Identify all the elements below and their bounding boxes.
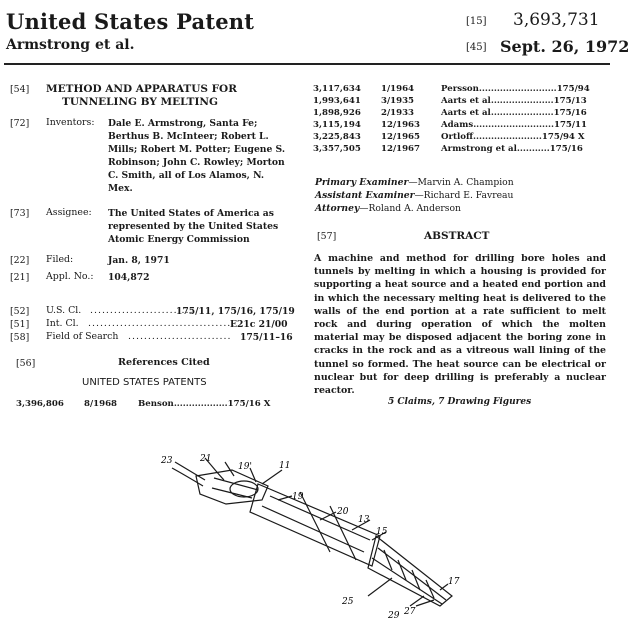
abstract-code: [57] [317, 231, 337, 242]
ref-date: 12/1963 [381, 120, 421, 130]
references-cited-heading: References Cited [118, 357, 210, 368]
ref-name: Ortloff [441, 132, 474, 142]
examiner-label: Assistant Examiner [315, 190, 415, 201]
inventors-label: Inventors: [46, 117, 95, 128]
patent-title-line2: TUNNELING BY MELTING [62, 96, 218, 108]
drawing-label: 19' [238, 462, 252, 472]
field-label: Field of Search [46, 331, 119, 342]
ref-class: 175/94 [556, 84, 590, 94]
cone-rib [426, 580, 434, 598]
inventor-line: Dale E. Armstrong, Santa Fe; [108, 118, 258, 129]
appl-value: 104,872 [108, 272, 150, 283]
ref-leader: ....................... [473, 132, 542, 142]
examiner-label: Attorney [315, 203, 360, 214]
ref-class: 175/13 [553, 96, 587, 106]
int-cl-value: E21c 21/00 [230, 319, 288, 330]
patent-date: Sept. 26, 1972 [500, 37, 629, 56]
housing-rib [214, 478, 258, 490]
ref-number: 3,396,806 [16, 399, 64, 409]
ref-class: 175/11 [553, 120, 588, 130]
patent-authors: Armstrong et al. [6, 37, 135, 53]
ref-leader: .................... [493, 96, 554, 106]
inventors-code: [72] [10, 118, 30, 129]
ref-class: 175/16 X [227, 399, 271, 409]
us-patents-heading: UNITED STATES PATENTS [82, 377, 207, 388]
drawing-label: 15 [376, 527, 388, 537]
ref-leader: .......................... [478, 84, 557, 94]
refs-code: [56] [16, 358, 36, 369]
ref-number: 3,115,194 [313, 120, 361, 130]
ref-leader: .................... [493, 108, 554, 118]
ref-number: 3,117,634 [313, 84, 361, 94]
ref-name: Aarts et al. [441, 108, 494, 118]
field-value: 175/11–16 [240, 332, 293, 343]
drawing-label: 23 [161, 456, 173, 466]
cable-line [175, 462, 205, 480]
drawing-label: 29 [388, 611, 400, 621]
ref-date: 1/1964 [381, 84, 415, 94]
cable-line [172, 468, 203, 486]
drawing-label: 25 [342, 597, 354, 607]
ref-date: 2/1933 [381, 108, 415, 118]
ref-name: Benson [138, 399, 174, 409]
inventor-line: Mills; Robert M. Potter; Eugene S. [108, 144, 286, 155]
ref-class: 175/16 [549, 144, 583, 154]
assignee-label: Assignee: [46, 207, 92, 218]
ref-leader: ........................... [473, 120, 554, 130]
filed-code: [22] [10, 255, 30, 266]
ref-number: 1,898,926 [313, 108, 361, 118]
drawing-label: 20 [337, 507, 349, 517]
ref-number: 3,357,505 [313, 144, 361, 154]
patent-date-code: [45] [466, 42, 487, 53]
ref-name: Armstrong et al. [441, 144, 520, 154]
examiner-label: Primary Examiner [315, 177, 409, 188]
appl-label: Appl. No.: [46, 271, 94, 282]
filed-label: Filed: [46, 254, 74, 265]
inventor-line: Robinson; John C. Rowley; Morton [108, 157, 285, 168]
ref-class: 175/16 [553, 108, 587, 118]
cone-line [372, 558, 442, 604]
ref-date: 12/1967 [381, 144, 421, 154]
us-cl-leader: .......................... [90, 305, 194, 316]
patent-header-title: United States Patent [6, 9, 255, 34]
inventor-line: Berthus B. McInteer; Robert L. [108, 131, 269, 142]
patent-number-code: [15] [466, 16, 487, 27]
ref-name: Aarts et al. [441, 96, 494, 106]
us-cl-code: [52] [10, 306, 30, 317]
us-cl-label: U.S. Cl. [46, 305, 82, 316]
ref-name: Adams [441, 120, 474, 130]
assignee-line: Atomic Energy Commission [108, 234, 250, 245]
drawing-label: 19 [292, 492, 304, 502]
cone-line [378, 548, 446, 600]
appl-code: [21] [10, 272, 30, 283]
field-code: [58] [10, 332, 30, 343]
examiner-name: —Marvin A. Champion [408, 177, 514, 188]
ref-number: 1,993,641 [313, 96, 361, 106]
drawing-label: 11 [279, 461, 291, 471]
drawing-label: 21 [200, 454, 212, 464]
ref-leader: .......... [519, 144, 550, 154]
drawing-label: 13 [358, 515, 370, 525]
us-cl-value: 175/11, 175/16, 175/19 [176, 306, 295, 317]
inventor-line: Mex. [108, 183, 133, 194]
section-line [300, 492, 330, 552]
field-leader: .......................... [128, 331, 232, 342]
ref-number: 3,225,843 [313, 132, 361, 142]
int-cl-leader: ..................................... [88, 318, 236, 329]
title-code: [54] [10, 84, 30, 95]
int-cl-label: Int. Cl. [46, 318, 79, 329]
ref-leader: .................. [173, 399, 228, 409]
filed-value: Jan. 8, 1971 [108, 255, 170, 266]
ref-class: 175/94 X [541, 132, 585, 142]
ref-name: Persson [441, 84, 479, 94]
ref-date: 12/1965 [381, 132, 421, 142]
examiner-name: —Roland A. Anderson [359, 203, 461, 214]
claims-count: 5 Claims, 7 Drawing Figures [388, 397, 532, 407]
patent-number: 3,693,731 [513, 10, 600, 30]
ref-date: 3/1935 [381, 96, 415, 106]
ref-date: 8/1968 [84, 399, 118, 409]
examiner-name: —Richard E. Favreau [414, 190, 514, 201]
assignee-code: [73] [10, 208, 30, 219]
drawing-label: 27 [404, 607, 416, 617]
int-cl-code: [51] [10, 319, 30, 330]
abstract-text: A machine and method for drilling bore holes and tunnels by melting in which a housing is provided for supporting a heat source and a heated end portion and in which the necessary melting heat is delivered to the walls of the end portion at a rate sufficient to melt rock and during operation of which the molten material may be disposed adjacent the boring zone in cracks in the rock and as a vitreous wall lining of the tunnel so formed. The heat source can be electrical or nuclear but for deep drilling is preferably a nuclear reactor. [314, 253, 606, 397]
patent-title-line1: METHOD AND APPARATUS FOR [46, 83, 237, 95]
abstract-heading: ABSTRACT [424, 230, 490, 242]
assignee-line: represented by the United States [108, 221, 279, 232]
inventor-line: C. Smith, all of Los Alamos, N. [108, 170, 265, 181]
tube-inner-line [270, 496, 370, 540]
assignee-line: The United States of America as [108, 208, 274, 219]
drawing-label: 17 [448, 577, 460, 587]
